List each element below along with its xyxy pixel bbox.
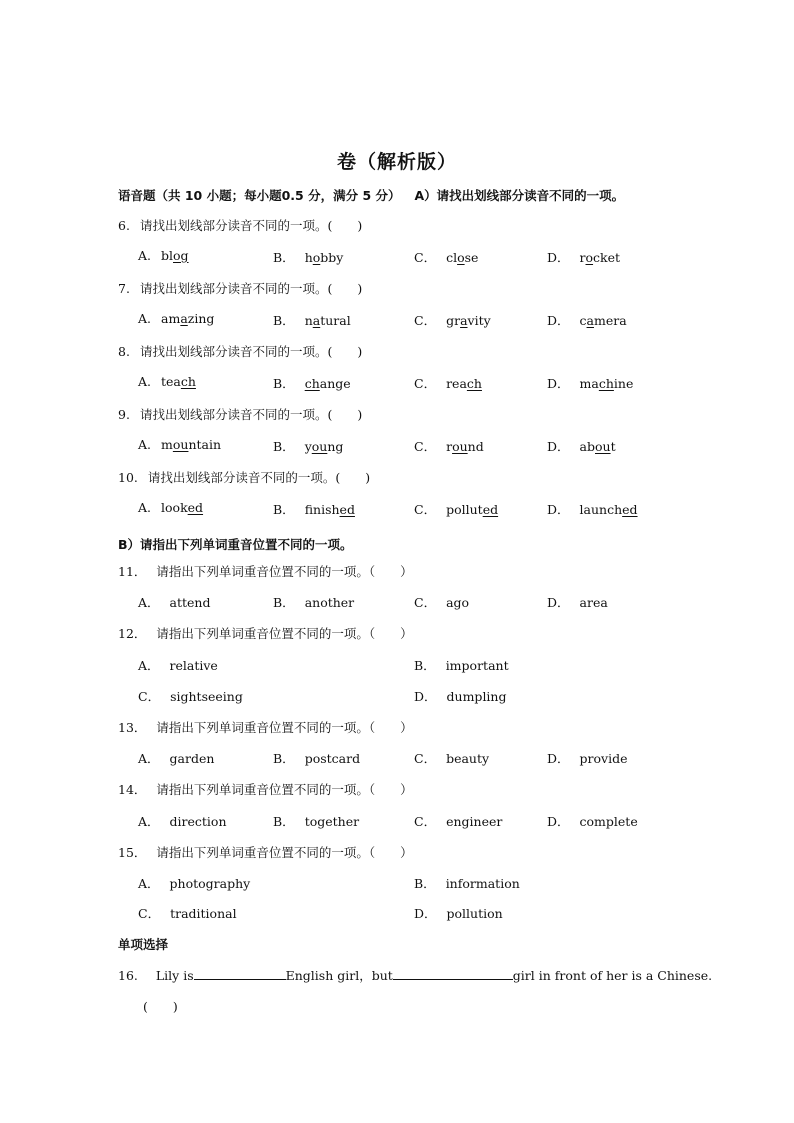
option-label: D． [547, 439, 570, 454]
word-prefix: r [446, 439, 453, 454]
question-10 [118, 468, 370, 486]
option-word [305, 502, 355, 517]
option-word [161, 500, 203, 515]
option-c[interactable] [414, 248, 478, 266]
question-16 [118, 966, 712, 984]
option-c[interactable] [138, 687, 243, 705]
word-prefix: y [304, 439, 312, 454]
question-number: 10. [118, 470, 138, 485]
option-a[interactable] [138, 749, 214, 767]
option-word [447, 689, 507, 704]
word-prefix: together [304, 814, 360, 829]
word-prefix: am [161, 311, 181, 326]
word-prefix: engineer [446, 814, 503, 829]
word-suffix: mera [594, 313, 627, 328]
option-a[interactable] [138, 812, 227, 830]
section-b-header: B）请指出下列单词重音位置不同的一项。 [118, 537, 353, 552]
option-c[interactable] [138, 904, 237, 922]
option-a[interactable] [138, 437, 221, 452]
word-prefix: h [304, 250, 313, 265]
option-word [170, 814, 227, 829]
option-word [580, 376, 634, 391]
option-b[interactable] [273, 593, 354, 611]
option-word [305, 439, 344, 454]
option-word [446, 658, 509, 673]
option-c[interactable] [414, 437, 484, 455]
word-suffix: cket [593, 250, 621, 265]
underlined-letters: a [180, 311, 188, 326]
option-c[interactable] [414, 500, 498, 518]
underlined-letters: ch [466, 376, 482, 391]
option-b[interactable] [414, 874, 520, 892]
underlined-letters: o [585, 250, 594, 265]
option-c[interactable] [414, 749, 489, 767]
option-word [446, 250, 478, 265]
option-label: C． [414, 313, 437, 328]
underlined-letters: a [460, 313, 468, 328]
option-label: B． [273, 439, 295, 454]
option-label: C． [414, 439, 437, 454]
word-prefix: m [161, 437, 173, 452]
question-text: 请找出划线部分读音不同的一项。( ) [139, 344, 363, 359]
option-label: B． [414, 658, 436, 673]
word-prefix: cl [446, 250, 458, 265]
option-label: B． [414, 876, 436, 891]
underlined-letters: ch [304, 376, 320, 391]
word-suffix: ntain [188, 437, 222, 452]
option-label: D． [414, 689, 437, 704]
option-d[interactable] [547, 437, 616, 455]
option-word [580, 439, 616, 454]
word-prefix: photography [169, 876, 251, 891]
option-word [305, 814, 359, 829]
option-word [170, 689, 243, 704]
question-number: 13． [118, 720, 147, 735]
option-label: A. [138, 311, 152, 326]
option-label: A． [138, 876, 160, 891]
option-label: C． [414, 751, 437, 766]
option-b[interactable] [273, 437, 343, 455]
option-a[interactable] [138, 656, 218, 674]
word-suffix: se [464, 250, 479, 265]
question-16-text-1: Lily is [155, 968, 194, 983]
word-prefix: sightseeing [170, 689, 243, 704]
section-a-title: 语音题（共 10 小题；每小题0.5 分，满分 5 分） [118, 188, 401, 203]
option-a[interactable] [138, 248, 189, 263]
option-label: D． [547, 250, 570, 265]
word-prefix: postcard [304, 751, 361, 766]
option-label: C． [414, 814, 437, 829]
question-number: 12． [118, 626, 147, 641]
underlined-letters: og [173, 248, 189, 263]
question-text: 请指出下列单词重音位置不同的一项。（ ） [156, 626, 413, 641]
word-prefix: garden [169, 751, 215, 766]
option-d[interactable] [414, 687, 507, 705]
option-label: C． [138, 906, 161, 921]
option-word [305, 751, 360, 766]
option-word [161, 311, 214, 326]
question-text: 请指出下列单词重音位置不同的一项。（ ） [156, 782, 413, 797]
question-text: 请找出划线部分读音不同的一项。( ) [139, 281, 363, 296]
option-b[interactable] [273, 812, 359, 830]
option-d[interactable] [547, 248, 620, 266]
page-title: 卷（解析版） [336, 151, 457, 173]
question-15 [118, 843, 413, 861]
underlined-letters: o [457, 250, 465, 265]
word-suffix: t [610, 439, 616, 454]
question-text: 请指出下列单词重音位置不同的一项。（ ） [156, 845, 413, 860]
word-prefix: gr [446, 313, 461, 328]
option-word [305, 250, 344, 265]
option-b[interactable] [273, 374, 351, 392]
word-prefix: ago [446, 595, 470, 610]
option-word [580, 313, 627, 328]
word-prefix: pollut [446, 502, 483, 517]
word-prefix: pollution [446, 906, 503, 921]
question-text: 请找出划线部分读音不同的一项。( ) [139, 218, 363, 233]
word-suffix: ng [327, 439, 344, 454]
question-7 [118, 279, 362, 297]
option-label: D． [547, 814, 570, 829]
question-number: 8. [118, 344, 130, 359]
option-word [170, 658, 218, 673]
option-d[interactable] [547, 812, 638, 830]
word-prefix: complete [579, 814, 638, 829]
option-d[interactable] [547, 311, 627, 329]
option-a[interactable] [138, 593, 210, 611]
option-label: B． [273, 814, 295, 829]
option-b[interactable] [273, 311, 351, 329]
option-label: B． [273, 376, 295, 391]
option-label: A. [138, 500, 152, 515]
question-14 [118, 780, 413, 798]
option-d[interactable] [547, 374, 633, 392]
option-word [580, 814, 638, 829]
option-label: C． [414, 376, 437, 391]
option-word [305, 376, 351, 391]
underlined-letters: ed [482, 502, 499, 517]
question-9 [118, 405, 362, 423]
option-word [305, 595, 354, 610]
option-word [446, 313, 491, 328]
question-number: 16. [118, 968, 138, 983]
option-word [170, 906, 237, 921]
underlined-letters: ed [339, 502, 355, 517]
option-word [446, 595, 469, 610]
option-label: B． [273, 502, 295, 517]
word-suffix: zing [187, 311, 215, 326]
word-prefix: relative [169, 658, 218, 673]
option-d[interactable] [547, 749, 628, 767]
option-label: D． [547, 751, 570, 766]
option-b[interactable] [273, 749, 360, 767]
word-prefix: launch [579, 502, 623, 517]
option-label: D． [547, 313, 570, 328]
option-label: A． [138, 751, 160, 766]
word-prefix: information [445, 876, 520, 891]
question-number: 7. [118, 281, 130, 296]
question-number: 14． [118, 782, 147, 797]
word-prefix: another [304, 595, 355, 610]
option-word [170, 595, 211, 610]
question-11 [118, 562, 413, 580]
underlined-letters: ed [622, 502, 638, 517]
word-prefix: area [579, 595, 608, 610]
option-d[interactable] [414, 904, 503, 922]
word-prefix: dumpling [446, 689, 507, 704]
option-label: B． [273, 313, 295, 328]
word-prefix: ma [579, 376, 599, 391]
option-a[interactable] [138, 500, 203, 515]
option-word [305, 313, 351, 328]
option-label: A. [138, 437, 152, 452]
question-text: 请指出下列单词重音位置不同的一项。（ ） [156, 564, 413, 579]
option-b[interactable] [273, 248, 343, 266]
option-label: A． [138, 814, 160, 829]
option-a[interactable] [138, 874, 250, 892]
option-c[interactable] [414, 593, 469, 611]
section-a-header [118, 186, 624, 204]
question-8 [118, 342, 362, 360]
question-text: 请找出划线部分读音不同的一项。( ) [147, 470, 371, 485]
option-label: A． [138, 595, 160, 610]
underlined-letters: o [312, 250, 321, 265]
underlined-letters: ch [598, 376, 614, 391]
option-word [580, 250, 621, 265]
option-c[interactable] [414, 311, 491, 329]
option-d[interactable] [547, 593, 608, 611]
word-suffix: bby [320, 250, 344, 265]
word-prefix: n [304, 313, 313, 328]
option-word [446, 751, 489, 766]
option-label: B． [273, 595, 295, 610]
section-a-instruction: A）请找出划线部分读音不同的一项。 [414, 188, 625, 203]
option-word [446, 814, 502, 829]
word-suffix: ine [613, 376, 634, 391]
word-prefix: important [445, 658, 509, 673]
underlined-letters: ou [311, 439, 328, 454]
option-label: C． [414, 595, 437, 610]
question-6 [118, 216, 362, 234]
question-text: 请指出下列单词重音位置不同的一项。（ ） [156, 720, 413, 735]
question-text: 请找出划线部分读音不同的一项。( ) [139, 407, 363, 422]
option-label: C． [138, 689, 161, 704]
option-a[interactable] [138, 374, 196, 389]
option-label: D． [414, 906, 437, 921]
option-label: C． [414, 502, 437, 517]
word-prefix: tea [161, 374, 181, 389]
word-prefix: c [579, 313, 587, 328]
word-prefix: finish [304, 502, 340, 517]
option-label: A． [138, 658, 160, 673]
word-prefix: bl [161, 248, 174, 263]
option-word [446, 376, 482, 391]
answer-blank-2[interactable] [393, 967, 513, 980]
underlined-letters: ou [172, 437, 189, 452]
question-13 [118, 718, 413, 736]
question-number: 9. [118, 407, 130, 422]
question-16-text-2: English girl，but [285, 968, 393, 983]
option-word [161, 437, 221, 452]
underlined-letters: ou [452, 439, 468, 454]
question-number: 6. [118, 218, 130, 233]
option-d[interactable] [547, 500, 638, 518]
option-word [447, 906, 503, 921]
word-prefix: provide [579, 751, 628, 766]
word-prefix: direction [169, 814, 227, 829]
option-label: A. [138, 248, 152, 263]
option-b[interactable] [273, 500, 355, 518]
underlined-letters: ch [180, 374, 196, 389]
option-b[interactable] [414, 656, 509, 674]
word-prefix: r [579, 250, 586, 265]
option-word [161, 374, 196, 389]
option-c[interactable] [414, 812, 502, 830]
section-c-header: 单项选择 [118, 937, 169, 952]
option-label: D． [547, 376, 570, 391]
option-label: B． [273, 250, 295, 265]
underlined-letters: ou [595, 439, 611, 454]
word-prefix: traditional [170, 906, 237, 921]
option-word [446, 439, 484, 454]
word-prefix: look [161, 500, 188, 515]
option-word [580, 502, 638, 517]
word-suffix: ange [319, 376, 351, 391]
option-label: D． [547, 502, 570, 517]
question-number: 11． [118, 564, 147, 579]
option-word [580, 595, 608, 610]
underlined-letters: a [312, 313, 321, 328]
answer-blank-1[interactable] [194, 967, 286, 980]
option-word [446, 876, 520, 891]
word-suffix: tural [320, 313, 351, 328]
word-prefix: ab [579, 439, 595, 454]
option-c[interactable] [414, 374, 482, 392]
question-number: 15． [118, 845, 147, 860]
word-prefix: beauty [446, 751, 490, 766]
word-suffix: vity [467, 313, 491, 328]
question-12 [118, 624, 413, 642]
word-prefix: rea [446, 376, 467, 391]
option-label: B． [273, 751, 295, 766]
option-word [170, 751, 215, 766]
option-label: C． [414, 250, 437, 265]
word-prefix: attend [169, 595, 211, 610]
option-word [446, 502, 498, 517]
option-word [170, 876, 251, 891]
option-label: D． [547, 595, 570, 610]
underlined-letters: a [586, 313, 594, 328]
question-16-text-3: girl in front of her is a Chinese. [512, 968, 713, 983]
underlined-letters: ed [187, 500, 204, 515]
option-word [580, 751, 628, 766]
option-a[interactable] [138, 311, 214, 326]
option-word [161, 248, 189, 263]
question-16-paren: ( ) [143, 999, 178, 1014]
word-suffix: nd [467, 439, 484, 454]
option-label: A. [138, 374, 152, 389]
